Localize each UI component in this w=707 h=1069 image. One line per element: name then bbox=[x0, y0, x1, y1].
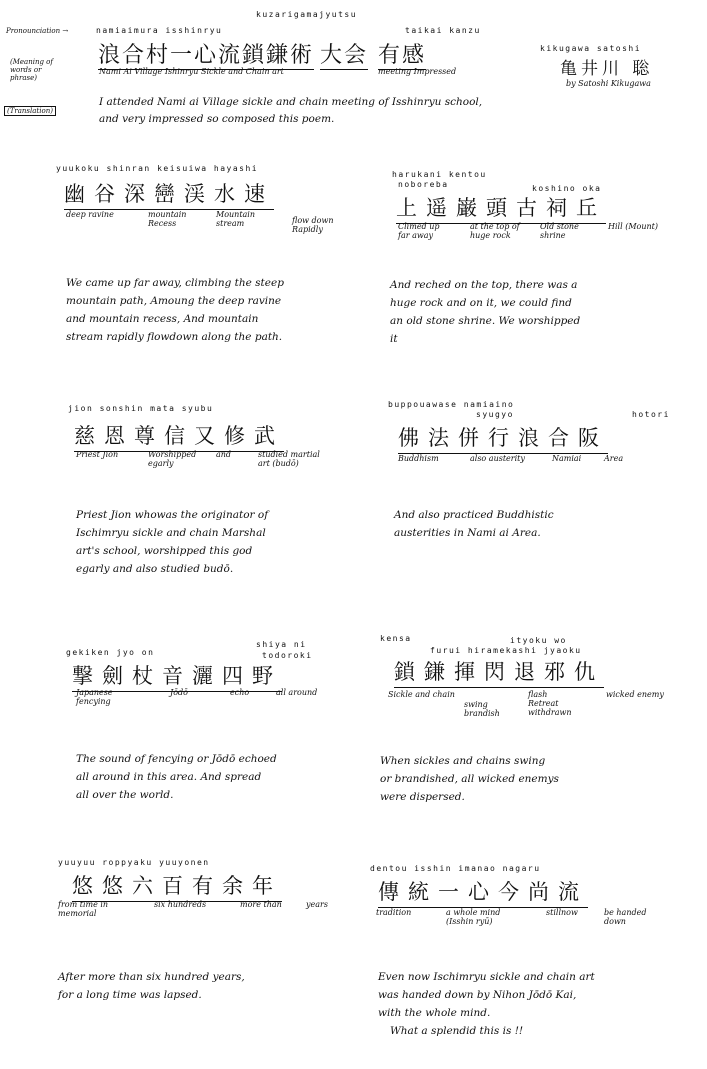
verse-gloss: echo bbox=[230, 688, 250, 697]
verse-8 bbox=[370, 862, 700, 1052]
verse-7 bbox=[58, 858, 378, 1038]
verse-translation: Priest Jion whowas the originator of Ischimryu sickle and chain Marshal art's school, worshipped this god egarly and also studied budō. bbox=[76, 509, 269, 575]
verse-gloss: also austerity bbox=[470, 454, 525, 463]
verse-romaji: syugyo bbox=[476, 410, 514, 419]
verse-5 bbox=[66, 638, 376, 818]
verse-gloss: years bbox=[306, 900, 328, 909]
verse-translation: Even now Ischimryu sickle and chain art was handed down by Nihon Jōdō Kai, with the whole mind. What a splendid this is !! bbox=[378, 971, 595, 1037]
title-gloss-a: Nami Ai Village Ishinryu Sickle and Chain art bbox=[99, 67, 284, 76]
verse-kanji: 慈恩尊信又修武 bbox=[74, 420, 284, 452]
verse-romaji: jion sonshin mata syubu bbox=[68, 404, 214, 413]
verse-gloss: all around bbox=[276, 688, 318, 697]
verse-romaji: noboreba bbox=[398, 180, 449, 189]
verse-gloss: flow down Rapidly bbox=[292, 216, 334, 234]
verse-gloss: six hundreds bbox=[154, 900, 207, 909]
verse-translation: And also practiced Buddhistic austerities in Nami ai Area. bbox=[394, 509, 554, 539]
verse-romaji: gekiken jyo on bbox=[66, 648, 155, 657]
verse-gloss: Area bbox=[604, 454, 624, 463]
verse-gloss: wicked enemy bbox=[606, 690, 664, 699]
verse-romaji: furui hiramekashi jyaoku bbox=[430, 646, 582, 655]
verse-translation: And reched on the top, there was a huge rock and on it, we could find an old stone shrine. We worshipped it bbox=[390, 279, 581, 345]
verse-kanji: 傳統一心今尚流 bbox=[378, 876, 588, 908]
verse-3 bbox=[68, 402, 378, 592]
verse-gloss: Worshipped egarly bbox=[148, 450, 197, 468]
verse-2 bbox=[390, 170, 700, 370]
verse-translation: When sickles and chains swing or brandished, all wicked enemys were dispersed. bbox=[380, 755, 559, 803]
verse-romaji: ityoku wo bbox=[510, 636, 567, 645]
verse-romaji: hotori bbox=[632, 410, 670, 419]
verse-gloss: Namiai bbox=[552, 454, 582, 463]
verse-gloss: be handed down bbox=[604, 908, 647, 926]
verse-romaji: koshino oka bbox=[532, 184, 602, 193]
title-gloss-b: meeting Impressed bbox=[378, 67, 457, 76]
verse-romaji: yuuyuu roppyaku yuuyonen bbox=[58, 858, 210, 867]
verse-gloss: Old stone shrine bbox=[540, 222, 579, 240]
verse-1 bbox=[56, 164, 376, 364]
translation-label: (Translation) bbox=[4, 106, 56, 116]
verse-gloss: deep ravine bbox=[66, 210, 114, 219]
verse-gloss: Mountain stream bbox=[216, 210, 256, 228]
title-kanji: 浪合村一心流鎖鎌術 大会 有感 bbox=[98, 43, 427, 68]
verse-gloss: swing brandish bbox=[464, 700, 500, 718]
verse-gloss: stillnow bbox=[546, 908, 578, 917]
title-romaji-a: namiaimura isshinryu bbox=[96, 26, 223, 35]
verse-translation: We came up far away, climbing the steep mountain path, Amoung the deep ravine and mountain recess, And mountain stream rapidly flowdown along the path. bbox=[66, 277, 284, 343]
verse-gloss: at the top of huge rock bbox=[470, 222, 520, 240]
verse-4 bbox=[388, 400, 698, 590]
verse-gloss: Japanese fencying bbox=[76, 688, 113, 706]
verse-gloss: from time in memorial bbox=[58, 900, 109, 918]
verse-gloss: flash Retreat withdrawn bbox=[528, 690, 572, 717]
meaning-label: (Meaning of words or phrase) bbox=[10, 58, 53, 82]
author-romaji: kikugawa satoshi bbox=[540, 44, 642, 53]
verse-kanji: 鎖鎌揮閃退邪仇 bbox=[394, 656, 604, 688]
verse-gloss: tradition bbox=[376, 908, 412, 917]
verse-gloss: Climed up far away bbox=[398, 222, 440, 240]
verse-romaji: kensa bbox=[380, 634, 412, 643]
verse-kanji: 悠悠六百有余年 bbox=[72, 870, 282, 902]
verse-translation: The sound of fencying or Jōdō echoed all around in this area. And spread all over the world. bbox=[76, 753, 277, 801]
verse-romaji: todoroki bbox=[262, 651, 313, 660]
verse-kanji: 上遥巌頭古祠丘 bbox=[396, 192, 606, 224]
verse-romaji: yuukoku shinran keisuiwa hayashi bbox=[56, 164, 259, 173]
author-gloss: by Satoshi Kikugawa bbox=[566, 79, 651, 88]
verse-kanji: 撃劍杖音灑四野 bbox=[72, 660, 282, 692]
verse-romaji: buppouawase namiaino bbox=[388, 400, 515, 409]
title-romaji-top: kuzarigamajyutsu bbox=[256, 10, 358, 19]
verse-romaji: dentou isshin imanao nagaru bbox=[370, 864, 541, 873]
author-kanji: 亀井川 聡 bbox=[560, 59, 654, 79]
title-romaji-b: taikai kanzu bbox=[405, 26, 481, 35]
intro-line-2: and very impressed so composed this poem. bbox=[99, 113, 335, 125]
verse-gloss: Jōdō bbox=[170, 688, 188, 697]
intro-line-1: I attended Nami ai Village sickle and chain meeting of Isshinryu school, bbox=[99, 96, 483, 108]
verse-gloss: Sickle and chain bbox=[388, 690, 455, 699]
verse-romaji: shiya ni bbox=[256, 640, 307, 649]
verse-kanji: 佛法併行浪合阪 bbox=[398, 422, 608, 454]
verse-kanji: 幽谷深巒渓水速 bbox=[64, 178, 274, 210]
verse-gloss: more than bbox=[240, 900, 282, 909]
verse-gloss: Hill (Mount) bbox=[608, 222, 658, 231]
verse-romaji: harukani kentou bbox=[392, 170, 487, 179]
verse-translation: After more than six hundred years, for a long time was lapsed. bbox=[58, 971, 245, 1001]
verse-6 bbox=[380, 634, 700, 824]
verse-gloss: a whole mind (Isshin ryū) bbox=[446, 908, 501, 926]
verse-gloss: and bbox=[216, 450, 232, 459]
pronunciation-label: Pronounciation → bbox=[6, 27, 69, 35]
verse-gloss: mountain Recess bbox=[148, 210, 187, 228]
verse-gloss: studied martial art (budō) bbox=[258, 450, 320, 468]
verse-gloss: Buddhism bbox=[398, 454, 439, 463]
verse-gloss: Priest Jion bbox=[76, 450, 119, 459]
